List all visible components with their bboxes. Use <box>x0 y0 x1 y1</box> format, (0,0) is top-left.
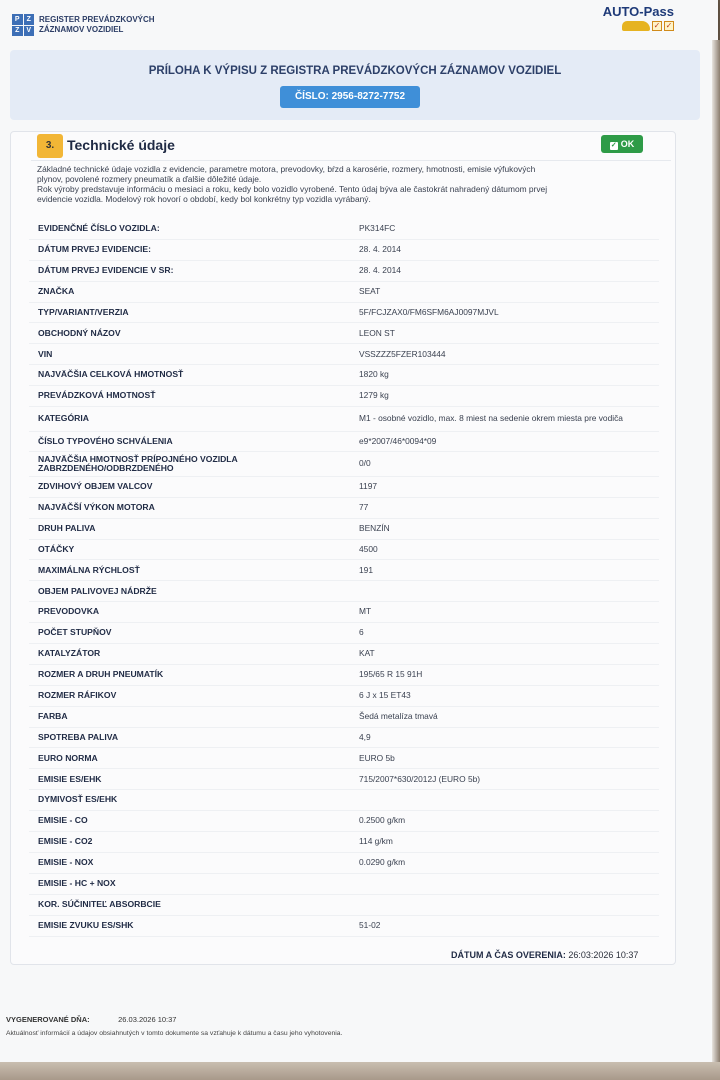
table-row <box>29 769 659 790</box>
row-value: Šedá metalíza tmavá <box>359 710 438 721</box>
row-label: OBCHODNÝ NÁZOV <box>38 327 121 338</box>
table-row <box>29 853 659 874</box>
verification-value: 26:03:2026 10:37 <box>568 950 639 960</box>
table-row <box>29 240 659 261</box>
row-label: FARBA <box>38 710 68 721</box>
technical-data-table <box>29 219 659 937</box>
row-value: 1820 kg <box>359 369 389 380</box>
row-label: NAJVÄČŠIA CELKOVÁ HMOTNOSŤ <box>38 369 184 380</box>
row-label: ZDVIHOVÝ OBJEM VALCOV <box>38 481 153 492</box>
row-label: EMISIE - HC + NOX <box>38 878 116 889</box>
generated-on <box>6 1015 176 1024</box>
row-label: KOR. SÚČINITEĽ ABSORBCIE <box>38 898 161 909</box>
table-row <box>29 895 659 916</box>
row-label: TYP/VARIANT/VERZIA <box>38 306 129 317</box>
ok-label: OK <box>620 139 635 149</box>
verification-label: DÁTUM A ČAS OVERENIA: <box>451 950 566 960</box>
row-value: VSSZZZ5FZER103444 <box>359 348 446 359</box>
table-row <box>29 344 659 365</box>
row-value: 715/2007*630/2012J (EURO 5b) <box>359 773 481 784</box>
table-row <box>29 261 659 282</box>
row-label: OTÁČKY <box>38 543 75 554</box>
row-value: 191 <box>359 564 373 575</box>
table-row <box>29 452 659 477</box>
row-value: 28. 4. 2014 <box>359 244 401 255</box>
table-row <box>29 790 659 811</box>
table-row <box>29 748 659 769</box>
row-label: ZNAČKA <box>38 285 75 296</box>
footer-disclaimer: Aktuálnosť informácií a údajov obsiahnutých v tomto dokumente sa vzťahuje k dátumu a času jeho vyhotovenia. <box>6 1030 343 1037</box>
logo-line-1: REGISTER PREVÁDZKOVÝCH <box>39 15 155 24</box>
table-row <box>29 407 659 432</box>
row-label: DYMIVOSŤ ES/EHK <box>38 794 118 805</box>
section-title: Technické údaje <box>67 137 175 153</box>
row-label: DÁTUM PRVEJ EVIDENCIE: <box>38 244 152 255</box>
row-value: M1 - osobné vozidlo, max. 8 miest na sedenie okrem miesta pre vodiča <box>359 413 623 424</box>
row-value: 51-02 <box>359 919 381 930</box>
table-row <box>29 602 659 623</box>
document-title: PRÍLOHA K VÝPISU Z REGISTRA PREVÁDZKOVÝCH ZÁZNAMOV VOZIDIEL <box>148 65 562 77</box>
row-label: EVIDENČNÉ ČÍSLO VOZIDLA: <box>38 223 160 234</box>
description-line: Základné technické údaje vozidla z evidencie, parametre motora, prevodovky, bŕzd a karosérie, rozmery, hmotnosti, emisie výfukových <box>37 164 536 174</box>
row-label: ROZMER RÁFIKOV <box>38 690 117 700</box>
row-label: ROZMER A DRUH PNEUMATÍK <box>38 669 164 680</box>
row-value: PK314FC <box>359 223 396 234</box>
table-row <box>29 581 659 602</box>
row-value: 0.2500 g/km <box>359 815 406 826</box>
row-label: OBJEM PALIVOVEJ NÁDRŽE <box>38 585 157 596</box>
table-row <box>29 665 659 686</box>
row-label: EMISIE - NOX <box>38 857 94 868</box>
row-value: 0/0 <box>359 458 371 469</box>
table-row <box>29 519 659 540</box>
description-line: Rok výroby predstavuje informáciu o mesiaci a roku, kedy bolo vozidlo vyrobené. Tento údaj býva ale častokrát nahradený dátumom prvej <box>37 184 548 194</box>
logo-text <box>39 15 155 35</box>
row-value: 5F/FCJZAX0/FM6SFM6AJ0097MJVL <box>359 306 499 317</box>
row-label: MAXIMÁLNA RÝCHLOSŤ <box>38 564 140 575</box>
row-label: KATEGÓRIA <box>38 413 89 424</box>
row-value: EURO 5b <box>359 752 395 763</box>
row-value: 4,9 <box>359 731 371 742</box>
row-label: EURO NORMA <box>38 752 98 763</box>
description-line: evidencie vozidla. Modelový rok hovorí o období, kedy bol konkrétny typ vozidla vyrábaný. <box>37 194 371 204</box>
row-value: e9*2007/46*0094*09 <box>359 435 437 446</box>
row-label: KATALYZÁTOR <box>38 648 101 659</box>
logo-letter: V <box>24 26 35 37</box>
row-value: LEON ST <box>359 327 395 338</box>
table-row <box>29 728 659 749</box>
check-icon: ✓ <box>653 21 661 30</box>
table-row <box>29 498 659 519</box>
table-surface <box>0 1062 720 1080</box>
row-value: 28. 4. 2014 <box>359 264 401 275</box>
row-value: MT <box>359 606 372 617</box>
row-value: 0.0290 g/km <box>359 857 406 868</box>
table-row <box>29 477 659 498</box>
row-label: PREVODOVKA <box>38 606 100 617</box>
generated-label: VYGENEROVANÉ DŇA: <box>6 1015 90 1024</box>
verification-datetime <box>451 950 638 960</box>
car-icon <box>622 21 650 31</box>
row-label: POČET STUPŇOV <box>38 627 112 638</box>
section-number: 3. <box>37 134 63 158</box>
table-row <box>29 707 659 728</box>
row-label: EMISIE - CO2 <box>38 836 93 847</box>
section-divider <box>31 160 671 161</box>
row-label: EMISIE ES/EHK <box>38 773 102 784</box>
page-edge <box>712 40 720 1062</box>
row-value: 6 J x 15 ET43 <box>359 690 411 700</box>
row-label: DRUH PALIVA <box>38 522 96 533</box>
table-row <box>29 386 659 407</box>
ok-status-badge <box>601 135 643 153</box>
row-value: 4500 <box>359 543 378 554</box>
row-label: DÁTUM PRVEJ EVIDENCIE V SR: <box>38 264 174 275</box>
table-row <box>29 303 659 324</box>
row-value: 1197 <box>359 481 378 492</box>
table-row <box>29 686 659 707</box>
pzzv-logo <box>12 14 155 36</box>
logo-letter: Z <box>24 14 35 25</box>
table-row <box>29 432 659 453</box>
generated-value: 26.03.2026 10:37 <box>118 1015 177 1024</box>
table-row <box>29 623 659 644</box>
row-value: 195/65 R 15 91H <box>359 669 423 680</box>
check-icon: ✓ <box>610 142 617 149</box>
autopass-icons <box>603 21 674 31</box>
table-row <box>29 874 659 895</box>
autopass-title: AUTO-Pass <box>602 4 674 19</box>
row-value: 114 g/km <box>359 836 393 847</box>
table-row <box>29 219 659 240</box>
autopass-logo <box>603 4 674 31</box>
logo-mark <box>12 14 34 36</box>
row-label: NAJVÄČŠÍ VÝKON MOTORA <box>38 501 155 512</box>
table-row <box>29 916 659 937</box>
row-value: 6 <box>359 627 364 638</box>
table-row <box>29 282 659 303</box>
technical-data-section <box>10 131 676 965</box>
table-row <box>29 365 659 386</box>
row-label: EMISIE ZVUKU ES/SHK <box>38 919 134 930</box>
document-number-badge: ČÍSLO: 2956-8272-7752 <box>280 86 420 108</box>
row-value: SEAT <box>359 285 381 296</box>
logo-letter: Z <box>12 26 23 37</box>
table-row <box>29 832 659 853</box>
table-row <box>29 540 659 561</box>
row-value: BENZÍN <box>359 522 390 533</box>
check-icon: ✓ <box>665 21 673 30</box>
row-label: EMISIE - CO <box>38 815 88 826</box>
logo-letter: P <box>12 14 23 25</box>
table-row <box>29 560 659 581</box>
table-row <box>29 811 659 832</box>
row-value: 77 <box>359 501 369 512</box>
row-label: ČÍSLO TYPOVÉHO SCHVÁLENIA <box>38 435 173 446</box>
row-value: KAT <box>359 648 375 659</box>
table-row <box>29 323 659 344</box>
row-label: SPOTREBA PALIVA <box>38 731 119 742</box>
row-value: 1279 kg <box>359 390 389 401</box>
description-line: plynov, povolené rozmery pneumatík a ďalšie dôležité údaje. <box>37 174 262 184</box>
row-label: PREVÁDZKOVÁ HMOTNOSŤ <box>38 390 156 401</box>
logo-line-2: ZÁZNAMOV VOZIDIEL <box>39 25 124 34</box>
document-banner <box>10 50 700 120</box>
row-label: NAJVÄČŠIA HMOTNOSŤ PRÍPOJNÉHO VOZIDLA ZABRZDENÉHO/ODBRZDENÉHO <box>38 453 238 474</box>
row-label: VIN <box>38 348 53 359</box>
table-row <box>29 644 659 665</box>
section-description <box>37 164 667 204</box>
